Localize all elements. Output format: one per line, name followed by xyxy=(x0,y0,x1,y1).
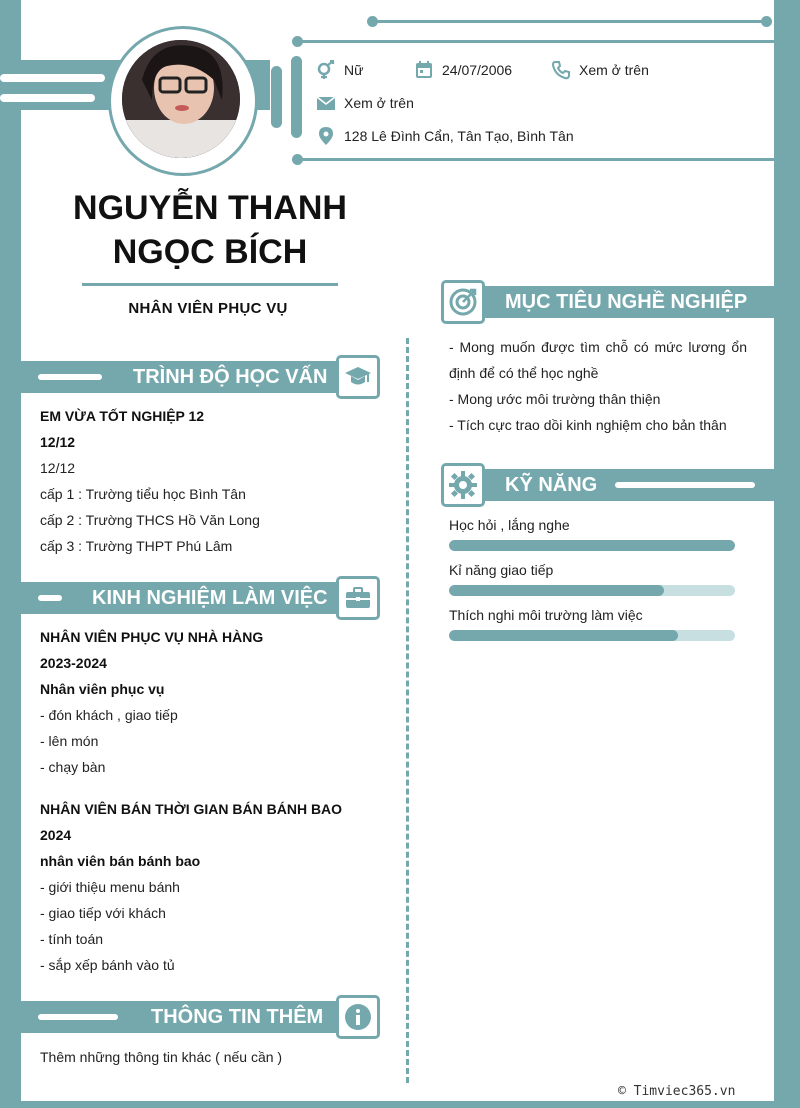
decor-line xyxy=(615,482,755,488)
extra-icon-box xyxy=(336,995,380,1039)
phone-value: Xem ở trên xyxy=(579,62,649,78)
job-line: - sắp xếp bánh vào tủ xyxy=(40,957,175,973)
objective-line: - Tích cực trao dồi kinh nghiệm cho bản thân xyxy=(449,417,727,433)
graduation-cap-icon xyxy=(344,364,372,390)
gender-value: Nữ xyxy=(344,62,364,78)
location-pin-icon xyxy=(316,126,336,146)
skill-name: Thích nghi môi trường làm việc xyxy=(449,607,643,623)
job-line: - đón khách , giao tiếp xyxy=(40,707,178,723)
decor-line xyxy=(376,20,762,23)
job-line: - lên món xyxy=(40,733,99,749)
skill-bar xyxy=(449,585,735,596)
education-content xyxy=(40,403,380,559)
email-value: Xem ở trên xyxy=(344,95,414,111)
decor-bar xyxy=(291,56,302,138)
frame-left xyxy=(0,0,21,1108)
frame-bottom xyxy=(0,1101,800,1108)
objective-icon-box xyxy=(441,280,485,324)
job-line: - giới thiệu menu bánh xyxy=(40,879,180,895)
decor-line xyxy=(0,74,105,82)
decor-line xyxy=(38,374,102,380)
gear-icon xyxy=(448,470,478,500)
watermark: © Timviec365.vn xyxy=(618,1084,736,1099)
objective-line: - Mong ước môi trường thân thiện xyxy=(449,391,661,407)
job-period: 2024 xyxy=(40,827,72,843)
education-school: EM VỪA TỐT NGHIỆP 12 xyxy=(40,408,205,424)
skill-fill xyxy=(449,540,735,551)
contact-address xyxy=(316,126,574,146)
job-company: NHÂN VIÊN BÁN THỜI GIAN BÁN BÁNH BAO xyxy=(40,801,343,817)
frame-right xyxy=(774,0,800,1108)
experience-icon-box xyxy=(336,576,380,620)
extra-title: THÔNG TIN THÊM xyxy=(151,1006,324,1028)
contact-birthday xyxy=(414,60,512,80)
skill-item xyxy=(449,512,735,551)
name-underline xyxy=(82,283,338,286)
education-period: 12/12 xyxy=(40,434,76,450)
education-line: cấp 2 : Trường THCS Hồ Văn Long xyxy=(40,512,260,528)
decor-line xyxy=(300,158,774,161)
avatar-photo-icon xyxy=(122,40,240,158)
name-line-2: NGỌC BÍCH xyxy=(112,233,308,271)
skill-fill xyxy=(449,585,664,596)
education-line: cấp 1 : Trường tiểu học Bình Tân xyxy=(40,486,246,502)
education-icon-box xyxy=(336,355,380,399)
calendar-icon xyxy=(414,60,434,80)
skills-icon-box xyxy=(441,463,485,507)
experience-title: KINH NGHIỆM LÀM VIỆC xyxy=(92,587,328,609)
experience-job-2 xyxy=(40,796,380,978)
name-line-1: NGUYỄN THANH xyxy=(73,189,347,227)
info-icon xyxy=(344,1003,372,1031)
mail-icon xyxy=(316,93,336,113)
avatar xyxy=(122,40,240,158)
skill-bar xyxy=(449,540,735,551)
education-line: cấp 3 : Trường THPT Phú Lâm xyxy=(40,538,233,554)
job-company: NHÂN VIÊN PHỤC VỤ NHÀ HÀNG xyxy=(40,629,264,645)
decor-dot xyxy=(761,16,772,27)
experience-job-1 xyxy=(40,624,380,780)
skill-item xyxy=(449,602,735,641)
contact-phone xyxy=(551,60,649,80)
birthday-value: 24/07/2006 xyxy=(442,62,513,78)
phone-icon xyxy=(551,60,571,80)
briefcase-icon xyxy=(344,586,372,610)
decor-bar xyxy=(271,66,282,128)
job-line: - chạy bàn xyxy=(40,759,106,775)
contact-email xyxy=(316,93,414,113)
contact-gender xyxy=(316,60,363,80)
skill-name: Học hỏi , lắng nghe xyxy=(449,517,570,533)
education-title: TRÌNH ĐỘ HỌC VẤN xyxy=(133,366,328,388)
skill-name: Kỉ năng giao tiếp xyxy=(449,562,554,578)
skills-title: KỸ NĂNG xyxy=(505,474,598,496)
objective-content xyxy=(449,334,747,438)
job-role: Nhân viên phục vụ xyxy=(40,681,165,697)
education-line: 12/12 xyxy=(40,460,76,476)
job-line: - tính toán xyxy=(40,931,104,947)
extra-text: Thêm những thông tin khác ( nếu cần ) xyxy=(40,1049,283,1065)
skill-item xyxy=(449,557,735,596)
gender-icon xyxy=(316,60,336,80)
decor-line xyxy=(300,40,774,43)
address-value: 128 Lê Đình Cẩn, Tân Tạo, Bình Tân xyxy=(344,128,574,144)
full-name xyxy=(60,186,360,274)
decor-line xyxy=(38,595,62,601)
job-role: nhân viên bán bánh bao xyxy=(40,853,201,869)
objective-title: MỤC TIÊU NGHỀ NGHIỆP xyxy=(505,291,748,313)
objective-line: định để có thể học nghề xyxy=(449,365,599,381)
job-period: 2023-2024 xyxy=(40,655,107,671)
skill-fill xyxy=(449,630,678,641)
target-icon xyxy=(448,287,478,317)
objective-line: - Mong muốn được tìm chỗ có mức lương ổn xyxy=(449,339,747,355)
decor-line xyxy=(38,1014,118,1020)
column-divider xyxy=(406,338,409,1083)
job-position: NHÂN VIÊN PHỤC VỤ xyxy=(128,300,288,317)
skill-bar xyxy=(449,630,735,641)
job-line: - giao tiếp với khách xyxy=(40,905,166,921)
decor-line xyxy=(0,94,95,102)
